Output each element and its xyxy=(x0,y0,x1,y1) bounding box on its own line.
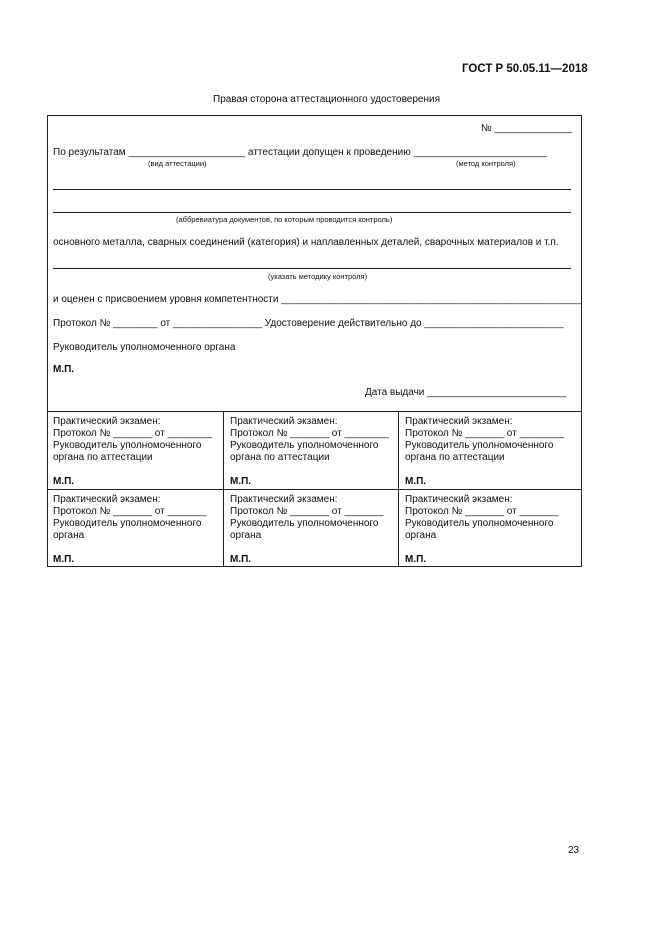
exam-stamp: М.П. xyxy=(405,476,427,487)
page-number: 23 xyxy=(568,845,580,856)
grid-divider-1 xyxy=(223,411,224,567)
exam-cell-r2c1 xyxy=(53,494,206,566)
attestation-type-caption: (вид аттестации) xyxy=(148,159,207,168)
exam-stamp: М.П. xyxy=(53,554,75,565)
exam-cell-r1c2 xyxy=(230,416,389,488)
exam-stamp: М.П. xyxy=(230,476,252,487)
blank-line-2 xyxy=(53,212,571,213)
competence-line: и оценен с присвоением уровня компетентности ______________________________________________________ xyxy=(53,294,582,305)
exam-head-line1: Руководитель уполномоченного xyxy=(405,518,554,529)
by-results-line: По результатам _____________________ аттестации допущен к проведению ________________________ xyxy=(53,147,547,158)
method-caption: (метод контроля) xyxy=(456,159,516,168)
documents-caption: (аббревиатура документов, по которым проводится контроль) xyxy=(176,215,393,224)
exam-title: Практический экзамен: xyxy=(53,494,161,505)
exam-title: Практический экзамен: xyxy=(230,494,338,505)
exam-stamp: М.П. xyxy=(53,476,75,487)
exam-stamp: М.П. xyxy=(230,554,252,565)
exam-head-line2: органа по аттестации xyxy=(230,452,330,463)
exam-head-line1: Руководитель уполномоченного xyxy=(230,518,379,529)
materials-line: основного металла, сварных соединений (категория) и наплавленных деталей, сварочных материалов и т.п. xyxy=(53,237,559,248)
grid-divider-2 xyxy=(398,411,399,567)
exam-head-line1: Руководитель уполномоченного xyxy=(230,440,379,451)
issue-date-line: Дата выдачи _________________________ xyxy=(365,387,567,398)
exam-cell-r1c3 xyxy=(405,416,564,488)
exam-cell-r2c3 xyxy=(405,494,558,566)
grid-top-border xyxy=(47,411,582,412)
blank-line-3 xyxy=(53,268,571,269)
grid-middle-border xyxy=(47,489,582,490)
exam-head-line2: органа xyxy=(53,530,85,541)
exam-title: Практический экзамен: xyxy=(405,494,513,505)
exam-title: Практический экзамен: xyxy=(53,416,161,427)
exam-cell-r2c2 xyxy=(230,494,383,566)
exam-head-line1: Руководитель уполномоченного xyxy=(405,440,554,451)
exam-title: Практический экзамен: xyxy=(405,416,513,427)
protocol-validity-line: Протокол № ________ от ________________ Удостоверение действительно до _________________________ xyxy=(53,318,564,329)
exam-stamp: М.П. xyxy=(405,554,427,565)
exam-head-line2: органа по аттестации xyxy=(405,452,505,463)
certificate-number-field: № ______________ xyxy=(481,123,573,134)
page-title: Правая сторона аттестационного удостоверения xyxy=(213,94,441,105)
exam-protocol: Протокол № _______ от _______ xyxy=(230,506,384,517)
blank-line-1 xyxy=(53,189,571,190)
exam-protocol: Протокол № _______ от _______ xyxy=(53,506,207,517)
exam-head-line2: органа по аттестации xyxy=(53,452,153,463)
stamp-label: М.П. xyxy=(53,364,75,375)
standard-designation: ГОСТ Р 50.05.11—2018 xyxy=(462,63,588,75)
head-of-authority-label: Руководитель уполномоченного органа xyxy=(53,342,236,353)
exam-head-line1: Руководитель уполномоченного xyxy=(53,518,202,529)
exam-cell-r1c1 xyxy=(53,416,212,488)
exam-title: Практический экзамен: xyxy=(230,416,338,427)
exam-protocol: Протокол № _______ от ________ xyxy=(230,428,389,439)
exam-protocol: Протокол № _______ от ________ xyxy=(405,428,564,439)
exam-protocol: Протокол № _______ от ________ xyxy=(53,428,212,439)
exam-head-line2: органа xyxy=(405,530,437,541)
method-detail-caption: (указать методику контроля) xyxy=(268,272,368,281)
exam-head-line1: Руководитель уполномоченного xyxy=(53,440,202,451)
exam-head-line2: органа xyxy=(230,530,262,541)
exam-protocol: Протокол № _______ от _______ xyxy=(405,506,559,517)
